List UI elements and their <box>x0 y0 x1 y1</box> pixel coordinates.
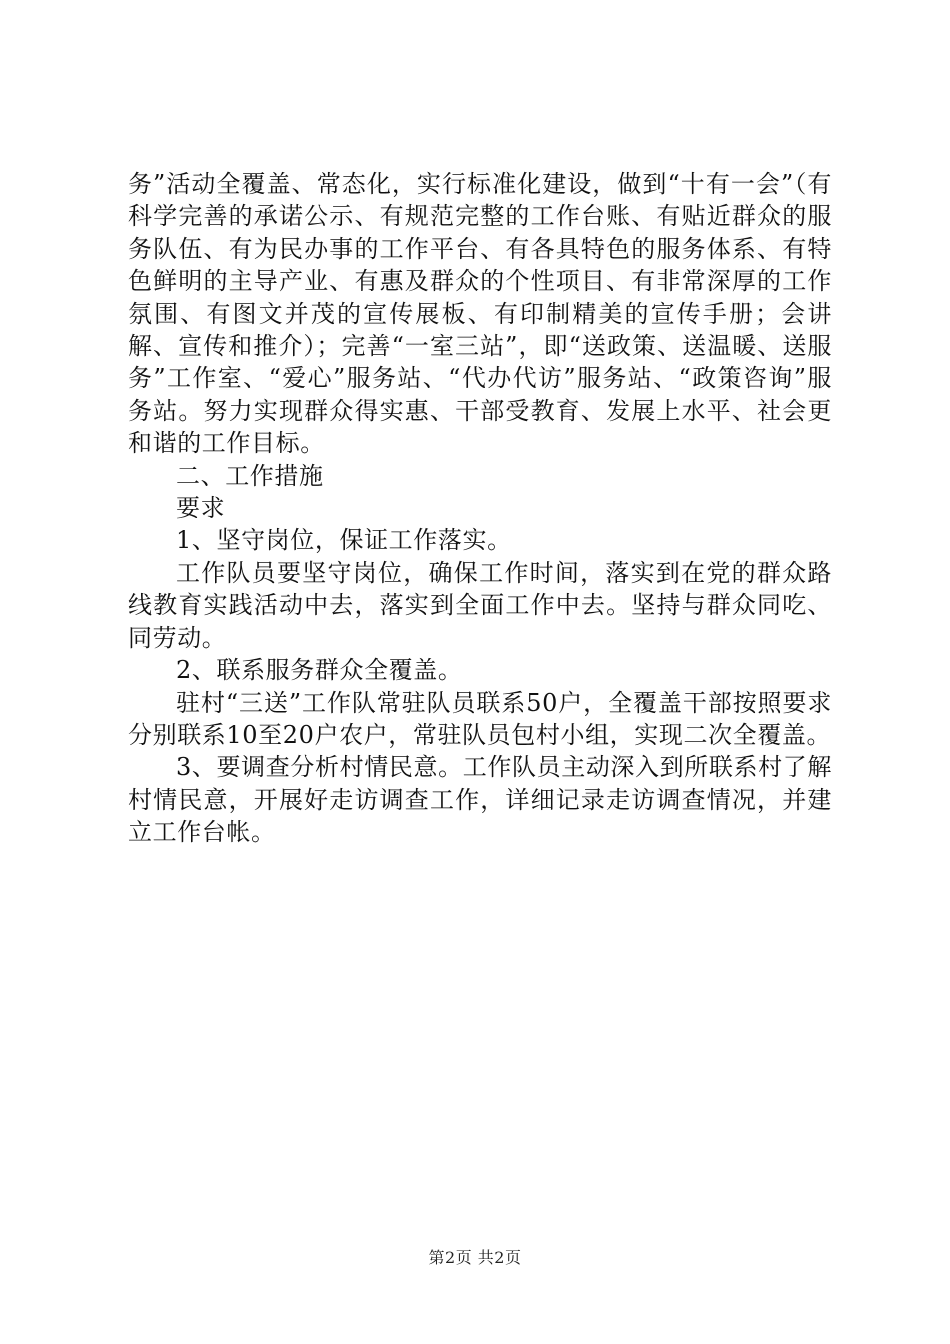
item-heading-1: 1、坚守岗位，保证工作落实。 <box>176 526 512 555</box>
paragraph-item-2: 驻村“三送”工作队常驻队员联系50户，全覆盖干部按照要求分别联系10至20户农户，常驻队员包村小组，实现二次全覆盖。 <box>128 688 832 749</box>
paragraph-item-1: 工作队员要坚守岗位，确保工作时间，落实到在党的群众路线教育实践活动中去，落实到全面工作中去。坚持与群众同吃、同劳动。 <box>128 558 832 652</box>
paragraph-continuation: 务”活动全覆盖、常态化，实行标准化建设，做到“十有一会”（有科学完善的承诺公示、有规范完整的工作台账、有贴近群众的服务队伍、有为民办事的工作平台、有各具特色的服务体系、有特色鲜明的主导产业、有惠及群众的个性项目、有非常深厚的工作氛围、有图文并茂的宣传展板、有印制精美的宣传手册；会讲解、宣传和推介）；完善“一室三站”，即“送政策、送温暖、送服务”工作室、“爱心”服务站、“代办代访”服务站、“政策咨询”服务站。努力实现群众得实惠、干部受教育、发展上水平、社会更和谐的工作目标。 <box>128 170 832 458</box>
document-body <box>128 168 832 849</box>
section-heading-work-measures: 二、工作措施 <box>176 461 324 490</box>
page-number-footer: 第2页 共2页 <box>428 1248 522 1267</box>
item-heading-2: 2、联系服务群众全覆盖。 <box>176 656 463 685</box>
subheading-requirements: 要求 <box>176 494 226 523</box>
paragraph-item-3: 3、要调查分析村情民意。工作队员主动深入到所联系村了解村情民意，开展好走访调查工作，详细记录走访调查情况，并建立工作台帐。 <box>128 753 832 847</box>
